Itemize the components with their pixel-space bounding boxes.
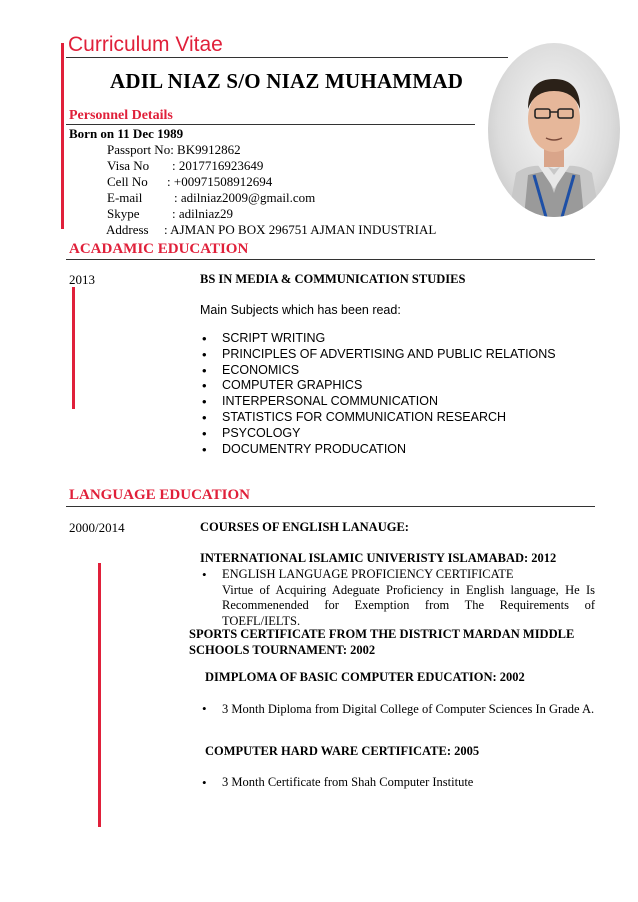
subjects-list xyxy=(200,331,556,457)
english-cert-list xyxy=(200,567,595,629)
academic-degree: BS IN MEDIA & COMMUNICATION STUDIES xyxy=(200,272,466,286)
academic-section-title: ACADAMIC EDUCATION xyxy=(69,241,249,257)
address-label: Address xyxy=(106,222,149,237)
accent-bar-academic xyxy=(72,287,75,409)
list-item: • PRINCIPLES OF ADVERTISING AND PUBLIC RELATIONS xyxy=(200,347,556,363)
list-item: • INTERPERSONAL COMMUNICATION xyxy=(200,394,556,410)
cv-title: Curriculum Vitae xyxy=(68,33,223,56)
language-year: 2000/2014 xyxy=(69,520,125,535)
list-item: • STATISTICS FOR COMMUNICATION RESEARCH xyxy=(200,410,556,426)
list-item: • 3 Month Diploma from Digital College of Computer Sciences In Grade A. xyxy=(200,701,595,717)
cell-label: Cell No xyxy=(107,174,148,189)
cert-description: Virtue of Acquiring Adeguate Proficiency in English language, He Is Recommenended for Exemption from The Requirements of TOEFL/IELTS. xyxy=(222,582,595,628)
candidate-name: ADIL NIAZ S/O NIAZ MUHAMMAD xyxy=(110,69,464,93)
courses-heading: COURSES OF ENGLISH LANAUGE: xyxy=(200,520,409,534)
subjects-intro: Main Subjects which has been read: xyxy=(200,303,401,317)
visa-value: : 2017716923649 xyxy=(172,158,264,173)
personal-divider xyxy=(66,124,475,125)
cell-value: : +00971508912694 xyxy=(167,174,273,189)
skype-value: : adilniaz29 xyxy=(172,206,234,221)
university-heading: INTERNATIONAL ISLAMIC UNIVERISTY ISLAMABAD: 2012 xyxy=(200,551,557,565)
list-item: • COMPUTER GRAPHICS xyxy=(200,378,556,394)
diploma-list xyxy=(200,701,595,717)
language-section-title: LANGUAGE EDUCATION xyxy=(69,487,250,503)
sports-certificate: SPORTS CERTIFICATE FROM THE DISTRICT MARDAN MIDDLE SCHOOLS TOURNAMENT: 2002 xyxy=(189,627,575,657)
email-value: : adilniaz2009@gmail.com xyxy=(174,190,316,205)
cert-title: • ENGLISH LANGUAGE PROFICIENCY CERTIFICATE xyxy=(222,567,514,581)
list-item: • SCRIPT WRITING xyxy=(200,331,556,347)
list-item: • 3 Month Certificate from Shah Computer Institute xyxy=(200,775,595,790)
visa-label: Visa No xyxy=(107,158,150,173)
accent-bar-language xyxy=(98,563,101,827)
academic-year: 2013 xyxy=(69,272,95,287)
hardware-list xyxy=(200,775,595,790)
passport-number: Passport No: BK9912862 xyxy=(107,142,241,157)
skype-label: Skype xyxy=(107,206,140,221)
list-item: • DOCUMENTRY PRODUCATION xyxy=(200,442,556,458)
academic-divider xyxy=(66,259,595,260)
diploma-heading: DIMPLOMA OF BASIC COMPUTER EDUCATION: 2002 xyxy=(205,670,525,684)
accent-bar-top xyxy=(61,43,64,229)
portrait-photo xyxy=(488,43,620,217)
birth-date: Born on 11 Dec 1989 xyxy=(69,126,184,141)
title-divider xyxy=(66,57,508,58)
personal-details-title: Personnel Details xyxy=(69,108,173,123)
language-divider xyxy=(66,506,595,507)
email-label: E-mail xyxy=(107,190,143,205)
address-value: : AJMAN PO BOX 296751 AJMAN INDUSTRIAL xyxy=(164,222,437,237)
list-item: • PSYCOLOGY xyxy=(200,426,556,442)
hardware-heading: COMPUTER HARD WARE CERTIFICATE: 2005 xyxy=(205,744,480,758)
list-item xyxy=(200,567,595,629)
portrait-icon xyxy=(488,43,620,217)
list-item: • ECONOMICS xyxy=(200,363,556,379)
